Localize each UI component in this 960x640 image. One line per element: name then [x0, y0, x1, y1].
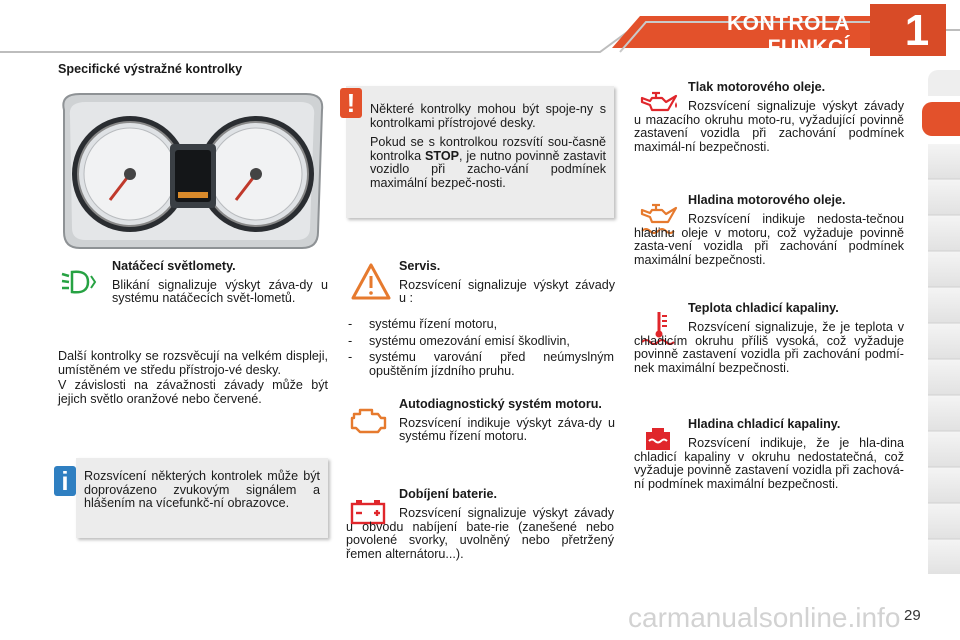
battery-text: Rozsvícení signalizuje výskyt závady u obvodu nabíjení bate-rie (zanešené nebo povolené svorky, uvolněný nebo přetržený řemen alternátoru...).: [346, 506, 614, 561]
section-title: Specifické výstražné kontrolky: [58, 62, 243, 76]
instrument-cluster-image: [56, 90, 328, 252]
coolant-temp-title: Teplota chladicí kapaliny.: [688, 301, 839, 315]
engine-check-icon: [348, 404, 388, 436]
engine-title: Autodiagnostický systém motoru.: [399, 397, 602, 411]
oil-pressure-title: Tlak motorového oleje.: [688, 80, 826, 94]
cornering-lamp-text: Blikání signalizuje výskyt záva-dy u systému natáčecích svět-lometů.: [112, 277, 328, 306]
service-fault-list: [346, 318, 614, 381]
service-warning-icon: [350, 262, 392, 302]
page-number: 29: [904, 607, 921, 624]
left-paragraph-2: V závislosti na závažnosti závady může být jejich světlo oranžové nebo červené.: [58, 378, 328, 406]
cornering-lamp-section: [112, 260, 328, 312]
exclamation-icon: !: [340, 88, 362, 118]
coolant-level-text: Rozsvícení indikuje, že je hla-dina chladicí kapaliny v okruhu nedostatečná, což vyžaduje povinně zastavení vozidla při zachová-ní podmínek maximální bezpečnosti.: [634, 436, 904, 491]
warning-paragraph-1: Některé kontrolky mohou být spoje-ny s kontrolkami přístrojové desky.: [370, 102, 606, 130]
side-tabs: [928, 70, 960, 580]
left-body-text: [58, 350, 328, 412]
oil-pressure-text: Rozsvícení signalizuje výskyt závady u mazacího okruhu moto-ru, vyžadující povinně zastavení vozidla při zachování podmínek maximál-ní bezpečnosti.: [634, 99, 904, 154]
coolant-temp-section: [688, 302, 904, 321]
info-icon: i: [54, 466, 76, 496]
oil-level-text: Rozsvícení indikuje nedosta-tečnou hladinu oleje v motoru, což vyžaduje povinně zasta-vení vozidla při zachování podmínek maximální bezpečnosti.: [634, 212, 904, 267]
battery-section: [399, 488, 615, 507]
info-box-text: Rozsvícení některých kontrolek může být doprovázeno zvukovým signálem a hlášením na vícefunkč-ní obrazovce.: [84, 469, 320, 511]
warning-box-text: [370, 103, 606, 197]
coolant-temp-text: Rozsvícení signalizuje, že je teplota v chladicím okruhu příliš vysoká, což vyžaduje povinně zastavení vozidla při zachování podmí-nek maximální bezpečnosti.: [634, 320, 904, 375]
coolant-level-section: [688, 418, 904, 437]
cornering-lamp-icon: [58, 266, 98, 298]
engine-text: Rozsvícení indikuje výskyt záva-dy u systému řízení motoru.: [399, 415, 615, 444]
chapter-number: 1: [904, 6, 930, 55]
left-paragraph-1: Další kontrolky se rozsvěcují na velkém displeji, umístěném ve středu přístrojo-vé desky.: [58, 349, 328, 377]
oil-level-section: [688, 194, 904, 213]
oil-pressure-section: [688, 81, 904, 100]
list-item: - systému řízení motoru,: [346, 318, 614, 332]
warning-paragraph-2: Pokud se s kontrolkou rozsvítí sou-časně kontrolka STOP, je nutno povinně zastavit vozidlo při zacho-vání podmínek maximální bezpeč-nosti.: [370, 135, 606, 190]
coolant-level-title: Hladina chladicí kapaliny.: [688, 417, 841, 431]
list-item: - systému omezování emisí škodlivin,: [346, 335, 614, 349]
watermark: carmanualsonline.info: [628, 602, 901, 633]
page-header-title: KONTROLA FUNKCÍ: [727, 12, 850, 59]
service-title: Servis.: [399, 259, 441, 273]
cornering-lamp-title: Natáčecí světlomety.: [112, 259, 236, 273]
engine-section: [399, 398, 615, 450]
list-item: - systému varování před neúmyslným opuštěním jízdního pruhu.: [346, 351, 614, 378]
service-section: [399, 260, 615, 312]
service-text: Rozsvícení signalizuje výskyt závady u :: [399, 277, 615, 306]
oil-level-title: Hladina motorového oleje.: [688, 193, 846, 207]
battery-title: Dobíjení baterie.: [399, 487, 497, 501]
